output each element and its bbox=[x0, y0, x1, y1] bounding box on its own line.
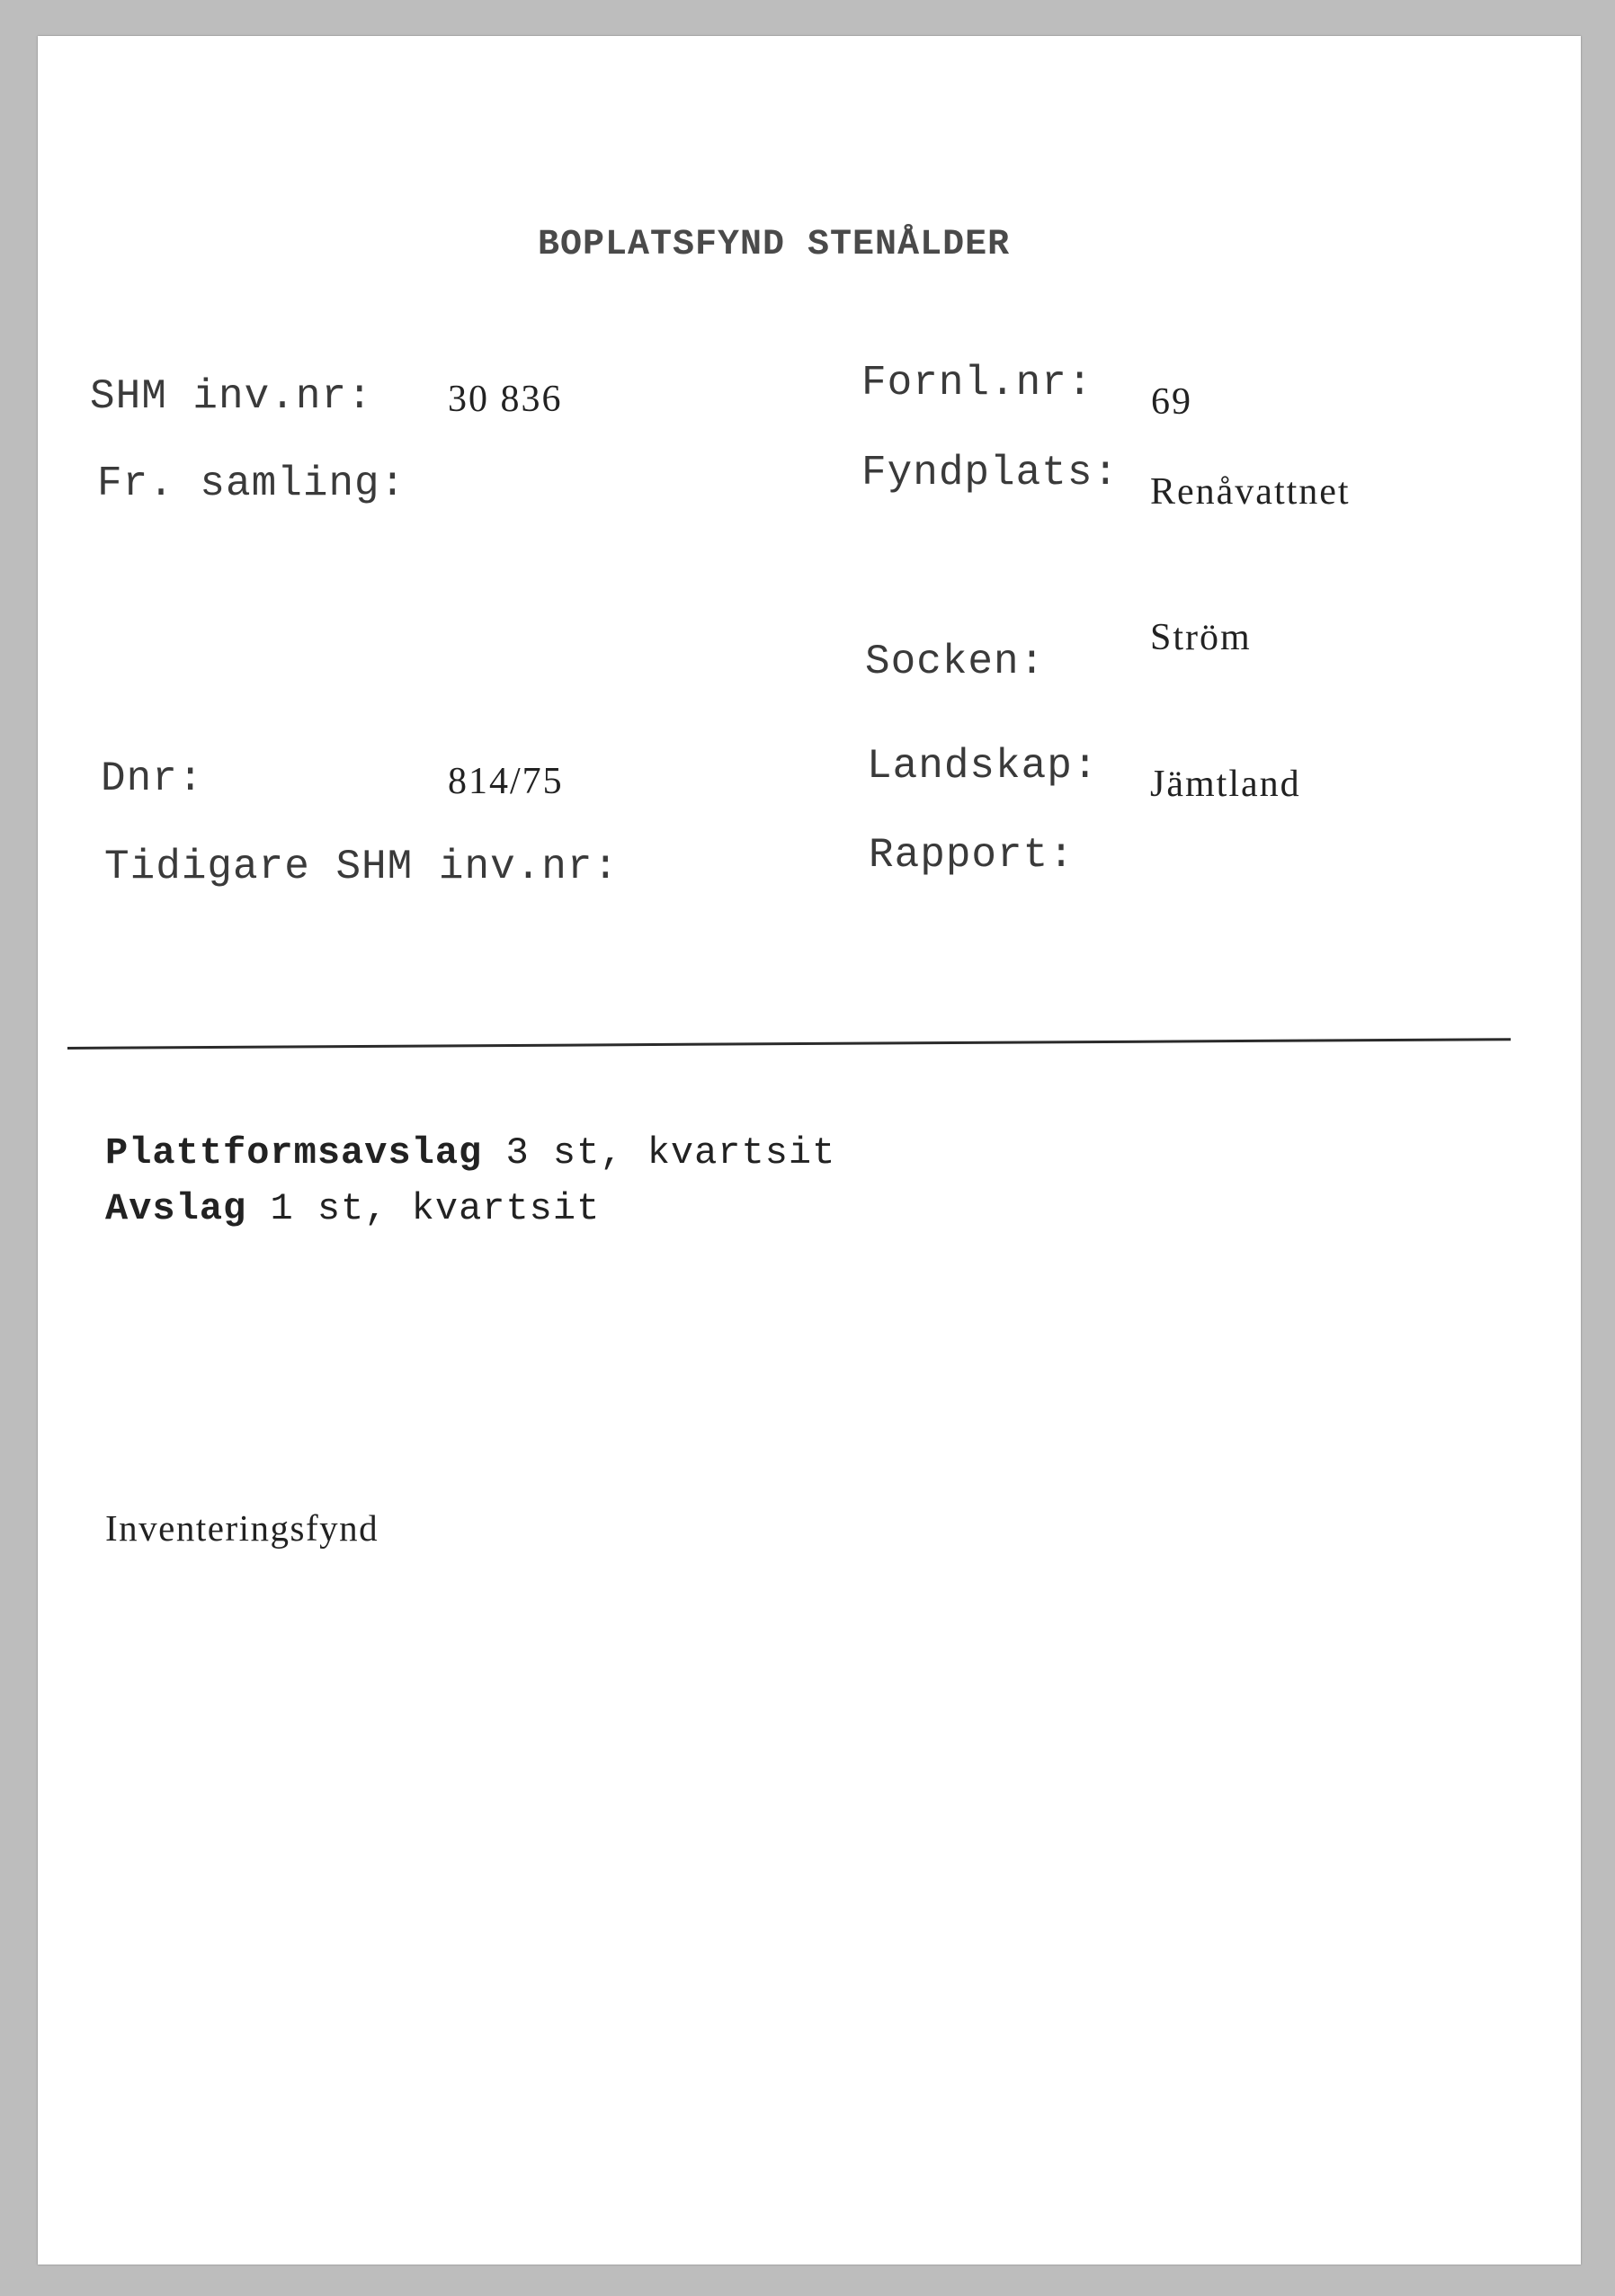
note-text: Inventeringsfynd bbox=[105, 1507, 379, 1549]
shm-inv-nr-label: SHM inv.nr: bbox=[90, 373, 373, 420]
landskap-label: Landskap: bbox=[867, 743, 1099, 790]
find-1-name: Plattformsavslag bbox=[105, 1131, 483, 1175]
socken-value: Ström bbox=[1150, 617, 1252, 658]
tidigare-shm-label: Tidigare SHM inv.nr: bbox=[104, 844, 620, 890]
fyndplats-label: Fyndplats: bbox=[861, 450, 1120, 496]
fornl-nr-value: 69 bbox=[1151, 381, 1192, 423]
landskap-value: Jämtland bbox=[1150, 764, 1301, 805]
fyndplats-value: Renåvattnet bbox=[1150, 471, 1351, 513]
find-line-2 bbox=[105, 1187, 600, 1230]
dnr-label: Dnr: bbox=[101, 755, 204, 802]
find-2-name: Avslag bbox=[105, 1187, 247, 1230]
socken-label: Socken: bbox=[865, 639, 1046, 685]
fr-samling-label: Fr. samling: bbox=[97, 460, 406, 507]
find-line-1 bbox=[105, 1131, 835, 1175]
fornl-nr-label: Fornl.nr: bbox=[861, 360, 1093, 406]
shm-inv-nr-value: 30 836 bbox=[448, 379, 563, 420]
rapport-label: Rapport: bbox=[869, 832, 1075, 879]
find-2-detail: 1 st, kvartsit bbox=[246, 1187, 601, 1230]
dnr-value: 814/75 bbox=[448, 761, 564, 802]
find-1-detail: 3 st, kvartsit bbox=[482, 1131, 836, 1175]
card-title: BOPLATSFYND STENÅLDER bbox=[538, 225, 1011, 265]
